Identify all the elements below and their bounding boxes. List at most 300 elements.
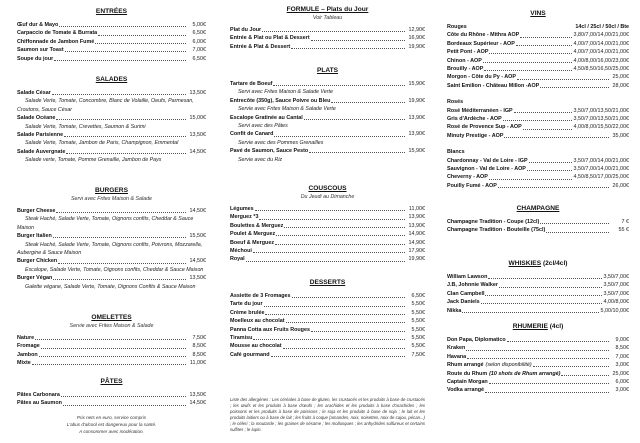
item-name: Salade Parisienne bbox=[17, 131, 64, 138]
item-price: 5,50€ bbox=[411, 318, 425, 325]
item-price: 3,00€ bbox=[615, 387, 629, 394]
item-name: Tiramisu bbox=[230, 334, 253, 341]
dot-leader bbox=[462, 312, 598, 313]
section-items bbox=[447, 218, 629, 235]
item-price: 35,00€ bbox=[612, 132, 629, 139]
section-title-text: PLATS bbox=[316, 67, 339, 74]
section-plats bbox=[230, 66, 425, 164]
section-title-text: OMELETTES bbox=[91, 314, 132, 321]
menu-item-row bbox=[447, 82, 629, 90]
section-items bbox=[17, 207, 206, 291]
dot-leader bbox=[489, 179, 572, 180]
section-title-suffix: (2cl/4cl) bbox=[542, 260, 568, 267]
item-name: Pavé de Saumon, Sauce Pesto bbox=[230, 148, 309, 155]
item-name: Champagne Tradition - Coupe (12cl) bbox=[447, 218, 540, 225]
dot-leader bbox=[265, 314, 405, 315]
item-description: Salade Verte, Tomate, Jambon de Paris, Champignon, Emmental bbox=[25, 140, 179, 147]
item-name: Salade César bbox=[17, 89, 51, 96]
dot-leader bbox=[65, 51, 186, 52]
menu-item-row bbox=[230, 222, 425, 230]
section-items bbox=[17, 89, 206, 165]
section-items bbox=[230, 26, 425, 51]
item-price: 4,50/8,50/17,00/25,00€ bbox=[573, 174, 629, 181]
dot-leader bbox=[32, 364, 186, 365]
item-name: Carpaccio de Tomate & Burrata bbox=[17, 30, 98, 37]
menu-item-row bbox=[230, 213, 425, 221]
section-omelettes bbox=[17, 313, 206, 368]
menu-item-row bbox=[447, 218, 629, 226]
item-price: 3,00€ bbox=[615, 362, 629, 369]
menu-item-row bbox=[447, 273, 629, 281]
item-name: Jack Daniels bbox=[447, 299, 480, 306]
section-title-text: CHAMPAGNE bbox=[516, 205, 560, 212]
dot-leader bbox=[53, 237, 186, 238]
menu-item-row bbox=[17, 55, 206, 63]
item-price: 3,50/7,00/13,50/21,00€ bbox=[573, 107, 629, 114]
dot-leader bbox=[561, 375, 609, 376]
item-name: Moelleux au chocolat bbox=[230, 318, 285, 325]
item-description: Servi avec Frites Maison & Salade Verte bbox=[238, 89, 333, 96]
item-name: Havana bbox=[447, 353, 467, 360]
dot-leader bbox=[56, 119, 186, 120]
section-title bbox=[17, 7, 206, 17]
menu-item-row bbox=[447, 370, 629, 378]
item-price: 11,00€ bbox=[189, 360, 206, 367]
dot-leader bbox=[311, 331, 405, 332]
dot-leader bbox=[61, 396, 186, 397]
menu-item-row bbox=[17, 131, 206, 139]
dot-leader bbox=[485, 392, 609, 393]
menu-item-row bbox=[230, 351, 425, 359]
item-name: Salade Océane bbox=[17, 115, 56, 122]
item-description: Salade verte, Tomate, Pomme Grenaille, Jambon de Pays bbox=[25, 157, 162, 164]
item-name: Chardonnay - Val de Loire - IGP bbox=[447, 157, 528, 164]
menu-item-row bbox=[17, 21, 206, 29]
item-name: Gris d'Ardèche - AOP bbox=[447, 115, 502, 122]
dot-leader bbox=[533, 366, 609, 367]
section-desserts bbox=[230, 278, 425, 359]
dot-leader bbox=[292, 297, 405, 298]
item-name: Saint Emilion - Château Millon -AOP bbox=[447, 82, 540, 89]
section-title bbox=[447, 259, 629, 269]
dot-leader bbox=[309, 152, 405, 153]
wine-group-header bbox=[447, 148, 629, 156]
menu-item-row bbox=[447, 57, 629, 65]
item-price: 17,90€ bbox=[408, 247, 425, 254]
dot-leader bbox=[514, 112, 572, 113]
section-subtitle: Servie avec Frites Maison & Salade bbox=[69, 323, 154, 329]
item-price: 15,90€ bbox=[408, 80, 425, 87]
menu-item-row bbox=[230, 205, 425, 213]
item-name: Morgon - Côte du Py - AOP bbox=[447, 74, 516, 81]
menu-item-row bbox=[230, 130, 425, 138]
section-subtitle: Servi avec Frites Maison & Salade bbox=[71, 196, 152, 202]
menu-item-row bbox=[17, 38, 206, 46]
item-name: Cheverny - AOP bbox=[447, 174, 488, 181]
section-burgers bbox=[17, 186, 206, 291]
dot-leader bbox=[488, 278, 601, 279]
dot-leader bbox=[66, 153, 186, 154]
item-name: Œuf dur & Mayo bbox=[17, 21, 59, 28]
menu-item-row bbox=[447, 165, 629, 173]
menu-item-row bbox=[17, 114, 206, 122]
dot-leader bbox=[246, 261, 405, 262]
item-description: Galette végane, Salade Verte, Tomate, Oignons Confits & Sauce Maison bbox=[25, 283, 196, 290]
menu-item-row bbox=[17, 89, 206, 97]
dot-leader bbox=[483, 62, 572, 63]
menu-item-row bbox=[447, 344, 629, 352]
menu-item-row bbox=[17, 274, 206, 282]
item-price: 4,00/7,00/14,00/21,00€ bbox=[573, 40, 629, 47]
section-title-text: VINS bbox=[530, 10, 546, 17]
section-title bbox=[17, 75, 206, 85]
item-name: Burger Végan bbox=[17, 275, 53, 282]
section-title-text: DESSERTS bbox=[309, 279, 346, 286]
item-price: 4,00/8,00/16,00/23,00€ bbox=[573, 57, 629, 64]
menu-item-row bbox=[230, 230, 425, 238]
item-description: Servi avec des Pâtes bbox=[238, 122, 288, 129]
section-whiskies bbox=[447, 259, 629, 315]
item-price: 13,50€ bbox=[189, 131, 206, 138]
item-price: 12,90€ bbox=[408, 26, 425, 33]
section-pates bbox=[17, 377, 206, 408]
wine-group-header bbox=[447, 23, 629, 31]
item-name: Assiette de 3 Fromages bbox=[230, 292, 291, 299]
dot-leader bbox=[507, 341, 609, 342]
item-price: 25,00€ bbox=[612, 74, 629, 81]
menu-item-row bbox=[447, 182, 629, 190]
dot-leader bbox=[262, 31, 405, 32]
item-price: 7 € bbox=[621, 218, 629, 225]
item-name: Rhum arrangé bbox=[447, 362, 484, 369]
menu-item-row bbox=[230, 255, 425, 263]
section-items bbox=[230, 205, 425, 264]
footer-note bbox=[17, 414, 206, 436]
menu-item-row bbox=[447, 73, 629, 81]
item-name: Légumes bbox=[230, 205, 254, 212]
item-price: 14,90€ bbox=[408, 239, 425, 246]
menu-item-row bbox=[17, 399, 206, 407]
section-items bbox=[447, 273, 629, 315]
item-description: Salade Verte, Tomate, Crevettes, Saumon & Surimi bbox=[25, 123, 146, 130]
menu-item-row bbox=[17, 207, 206, 215]
section-rhumerie bbox=[447, 322, 629, 395]
item-price: 4,50/8,50/16,50/25,00€ bbox=[573, 65, 629, 72]
item-price: 8,50€ bbox=[192, 343, 206, 350]
dot-leader bbox=[52, 94, 186, 95]
item-price: 13,90€ bbox=[408, 114, 425, 121]
dot-leader bbox=[53, 279, 186, 280]
item-price: 19,90€ bbox=[408, 256, 425, 263]
section-items bbox=[17, 391, 206, 408]
dot-leader bbox=[255, 210, 405, 211]
dot-leader bbox=[546, 232, 609, 233]
menu-item-row bbox=[17, 148, 206, 156]
item-price: 15,90€ bbox=[408, 148, 425, 155]
menu-item-row bbox=[230, 43, 425, 51]
menu-item-row bbox=[447, 123, 629, 131]
dot-leader bbox=[41, 348, 186, 349]
item-name: Soupe du jour bbox=[17, 55, 54, 62]
item-name: Entrecôte (350g), Sauce Poivre ou Bleu bbox=[230, 97, 331, 104]
item-note: (selon disponibilité) bbox=[485, 362, 532, 369]
item-price: 19,90€ bbox=[408, 43, 425, 50]
item-name: Mousse au chocolat bbox=[230, 343, 282, 350]
item-price: 3,50/7,00/13,50/21,00€ bbox=[573, 115, 629, 122]
menu-item-row bbox=[230, 239, 425, 247]
dot-leader bbox=[489, 383, 609, 384]
section-vins bbox=[447, 9, 629, 190]
item-description: Steak Haché, Salade Verte, Tomate, Oignons confits, Cheddar & Sauce Maison bbox=[17, 216, 194, 231]
item-name: Tartare de Boeuf bbox=[230, 80, 273, 87]
item-price: 9,00€ bbox=[615, 336, 629, 343]
item-description: Servie avec Frites Maison & Salade Verte bbox=[238, 106, 336, 113]
item-price: 5,00€ bbox=[192, 21, 206, 28]
menu-item-row bbox=[447, 290, 629, 298]
dot-leader bbox=[489, 53, 571, 54]
item-price: 7,50€ bbox=[192, 334, 206, 341]
item-price: 13,50€ bbox=[189, 89, 206, 96]
dot-leader bbox=[516, 45, 572, 46]
item-price: 5,50€ bbox=[411, 326, 425, 333]
menu-item-row bbox=[447, 40, 629, 48]
menu-item-row bbox=[447, 361, 629, 369]
menu-item-row bbox=[17, 359, 206, 367]
item-price: 5,50€ bbox=[411, 301, 425, 308]
item-name: Plat du Jour bbox=[230, 26, 262, 33]
item-name: Chinon - AOP bbox=[447, 57, 482, 64]
section-title-text: SALADES bbox=[95, 76, 128, 83]
dot-leader bbox=[283, 348, 405, 349]
item-name: Panna Cotta aux Fruits Rouges bbox=[230, 326, 310, 333]
section-title bbox=[230, 184, 425, 194]
item-name: Nature bbox=[17, 334, 35, 341]
item-price: 5,50€ bbox=[411, 334, 425, 341]
menu-item-row bbox=[17, 334, 206, 342]
dot-leader bbox=[58, 263, 186, 264]
section-couscous bbox=[230, 184, 425, 264]
dot-leader bbox=[291, 48, 405, 49]
item-name: Vodka arrangé bbox=[447, 387, 485, 394]
menu-item-row bbox=[447, 65, 629, 73]
dot-leader bbox=[56, 212, 186, 213]
item-price: 14,50€ bbox=[189, 148, 206, 155]
section-title bbox=[447, 9, 629, 19]
item-description: Servie avec des Pommes Grenailles bbox=[238, 139, 324, 146]
menu-item-row bbox=[17, 351, 206, 359]
menu-item-row bbox=[230, 300, 425, 308]
dot-leader bbox=[523, 129, 572, 130]
item-name: Boulettes & Merguez bbox=[230, 222, 284, 229]
item-name: Rosé Méditerranéen - IGP bbox=[447, 107, 513, 114]
menu-item-row bbox=[447, 132, 629, 140]
item-price: 3,50/7,00€ bbox=[603, 290, 629, 297]
menu-item-row bbox=[230, 97, 425, 105]
dot-leader bbox=[311, 40, 405, 41]
dot-leader bbox=[284, 227, 405, 228]
menu-item-row bbox=[447, 307, 629, 315]
item-price: 14,50€ bbox=[189, 207, 206, 214]
section-subtitle: Du Jeudi au Dimanche bbox=[300, 194, 355, 200]
item-name: Crème brulée bbox=[230, 309, 265, 316]
menu-item-row bbox=[447, 353, 629, 361]
dot-leader bbox=[517, 79, 609, 80]
item-price: 6,00€ bbox=[615, 378, 629, 385]
item-price: 3,50/7,00/14,00/21,00€ bbox=[573, 165, 629, 172]
menu-item-row bbox=[17, 342, 206, 350]
menu-item-row bbox=[230, 147, 425, 155]
menu-item-row bbox=[447, 378, 629, 386]
item-price: 3,50/7,00/14,00/21,00€ bbox=[573, 157, 629, 164]
item-name: J.B, Johnnie Walker bbox=[447, 282, 499, 289]
item-name: Escalope Gratinée au Cantal bbox=[230, 114, 303, 121]
menu-item-row bbox=[230, 326, 425, 334]
menu-item-row bbox=[230, 80, 425, 88]
item-price: 15,00€ bbox=[189, 115, 206, 122]
dot-leader bbox=[259, 219, 405, 220]
item-name: Rosé de Provence Sup - AOP bbox=[447, 124, 522, 131]
dot-leader bbox=[540, 87, 609, 88]
item-price: 4,00/7,00/14,00/21,00€ bbox=[573, 49, 629, 56]
section-title bbox=[230, 66, 425, 76]
dot-leader bbox=[274, 136, 405, 137]
item-price: 6,50€ bbox=[411, 292, 425, 299]
item-name: Méchoui bbox=[230, 247, 252, 254]
dot-leader bbox=[286, 322, 405, 323]
menu-item-row bbox=[447, 173, 629, 181]
section-title-text: WHISKIES bbox=[508, 260, 542, 267]
dot-leader bbox=[529, 162, 572, 163]
menu-item-row bbox=[447, 31, 629, 39]
section-title bbox=[17, 313, 206, 323]
item-name: Pouilly Fumé - AOP bbox=[447, 182, 497, 189]
item-name: Burger Italien bbox=[17, 233, 52, 240]
item-price: 55 € bbox=[618, 227, 629, 234]
item-name: Merguez *3 bbox=[230, 214, 259, 221]
item-name: Saumon sur Toast bbox=[17, 47, 64, 54]
item-description: Servie avec du Riz bbox=[238, 156, 283, 163]
footer-note-line: Prix nets en euro, service compris bbox=[76, 415, 147, 420]
item-description: Salade Verte, Tomate, Concombre, Blanc de Volaille, Oeufs, Parmesan, Croutons, Sauce César bbox=[17, 98, 194, 113]
dot-leader bbox=[253, 339, 405, 340]
dot-leader bbox=[527, 170, 572, 171]
item-name: Champagne Tradition - Bouteille (75cl) bbox=[447, 227, 546, 234]
item-price: 28,00€ bbox=[612, 82, 629, 89]
item-price: 7,00€ bbox=[615, 353, 629, 360]
item-price: 7,00€ bbox=[192, 47, 206, 54]
item-note: (10 shots de Rhum arrangé) bbox=[489, 370, 561, 377]
dot-leader bbox=[276, 235, 405, 236]
dot-leader bbox=[485, 295, 601, 296]
item-price: 8,50€ bbox=[615, 345, 629, 352]
dot-leader bbox=[540, 223, 609, 224]
dot-leader bbox=[253, 252, 405, 253]
section-title-text: COUSCOUS bbox=[308, 185, 347, 192]
menu-item-row bbox=[230, 34, 425, 42]
item-name: Don Papa, Diplomatico bbox=[447, 336, 506, 343]
section-title bbox=[17, 377, 206, 387]
item-price: 26,00€ bbox=[612, 182, 629, 189]
section-title-text: RHUMERIE bbox=[512, 323, 548, 330]
item-price: 13,90€ bbox=[408, 131, 425, 138]
menu-item-row bbox=[447, 298, 629, 306]
item-price: 14,50€ bbox=[189, 258, 206, 265]
menu-item-row bbox=[447, 226, 629, 234]
item-name: Salade Auvergnate bbox=[17, 148, 66, 155]
section-items bbox=[17, 21, 206, 63]
item-price: 15,50€ bbox=[189, 233, 206, 240]
dot-leader bbox=[331, 102, 405, 103]
dot-leader bbox=[498, 187, 609, 188]
menu-item-row bbox=[230, 292, 425, 300]
section-subtitle: Voir Tableau bbox=[312, 15, 343, 21]
item-price: 13,50€ bbox=[189, 391, 206, 398]
dot-leader bbox=[275, 244, 405, 245]
section-items bbox=[447, 336, 629, 395]
item-name: Burger Chicken bbox=[17, 258, 58, 265]
item-price: 13,50€ bbox=[189, 275, 206, 282]
item-price: 13,90€ bbox=[408, 214, 425, 221]
menu-item-row bbox=[230, 334, 425, 342]
item-name: Sauvignon - Val de Loire - AOP bbox=[447, 165, 526, 172]
section-title bbox=[447, 322, 629, 332]
item-price: 6,50€ bbox=[192, 55, 206, 62]
wine-group-label: Blancs bbox=[447, 149, 465, 156]
item-price: 14,50€ bbox=[189, 400, 206, 407]
dot-leader bbox=[520, 37, 571, 38]
menu-item-row bbox=[447, 336, 629, 344]
item-price: 4,00/8,00/15,50/22,00€ bbox=[573, 124, 629, 131]
menu-item-row bbox=[230, 114, 425, 122]
item-price: 8,50€ bbox=[192, 351, 206, 358]
dot-leader bbox=[499, 287, 601, 288]
item-name: William Lawson bbox=[447, 273, 488, 280]
item-name: Pâtes Carbonara bbox=[17, 391, 60, 398]
item-price: 5,50€ bbox=[411, 309, 425, 316]
menu-item-row bbox=[447, 107, 629, 115]
section-title bbox=[447, 204, 629, 214]
dot-leader bbox=[481, 303, 602, 304]
item-price: 3,50/7,00€ bbox=[603, 282, 629, 289]
allergen-list: Liste des allergènes : Les céréales à base de gluten, les crustacés et les produits à base de crustacés ; les œufs et les produits à base d'œufs ; les arachides et les produits à base d'arachides ; les poissons et les produits à base de poissons ; le soja et les produits à base de soja ; le lait et les produits laitiers ou à base de lait ; les fruits à coque (amandes, noix, noisettes, noix de cajou, pécan...) ; le céleri ; la moutarde ; les graines de sésame ; les mollusques ; les anhydrides sulfureux et certains sulfites ; le lupin. bbox=[230, 397, 425, 432]
menu-item-row bbox=[230, 309, 425, 317]
item-price: 4,00/8,00€ bbox=[603, 299, 629, 306]
wine-group-label: Rosés bbox=[447, 99, 464, 106]
item-price: 25,00€ bbox=[612, 370, 629, 377]
menu-item-row bbox=[447, 386, 629, 394]
item-price: 5,50€ bbox=[411, 343, 425, 350]
menu-item-row bbox=[447, 48, 629, 56]
menu-item-row bbox=[17, 46, 206, 54]
item-description: Escalope, Salade Verte, Tomate, Oignons confits, Cheddar & Sauce Maison bbox=[25, 266, 204, 273]
item-name: Petit Pont - AOP bbox=[447, 49, 489, 56]
section-title bbox=[230, 5, 425, 15]
item-name: Route du Rhum bbox=[447, 370, 488, 377]
menu-item-row bbox=[447, 115, 629, 123]
item-name: Entrée & Plat & Dessert bbox=[230, 43, 291, 50]
footer-note-line: A consommer avec modération. bbox=[79, 429, 144, 435]
section-salades bbox=[17, 75, 206, 165]
dot-leader bbox=[95, 43, 186, 44]
item-price: 16,90€ bbox=[408, 35, 425, 42]
section-title-text: PÂTES bbox=[100, 378, 123, 385]
dot-leader bbox=[271, 356, 405, 357]
section-items bbox=[230, 292, 425, 359]
item-description: Steak Haché, Salade Verte, Tomate, Oignons confits, Poivrons, Mozzarella, Aubergine & Sauce Maison bbox=[17, 241, 203, 256]
section-entrees bbox=[17, 7, 206, 63]
menu-item-row bbox=[17, 232, 206, 240]
section-items bbox=[230, 80, 425, 164]
